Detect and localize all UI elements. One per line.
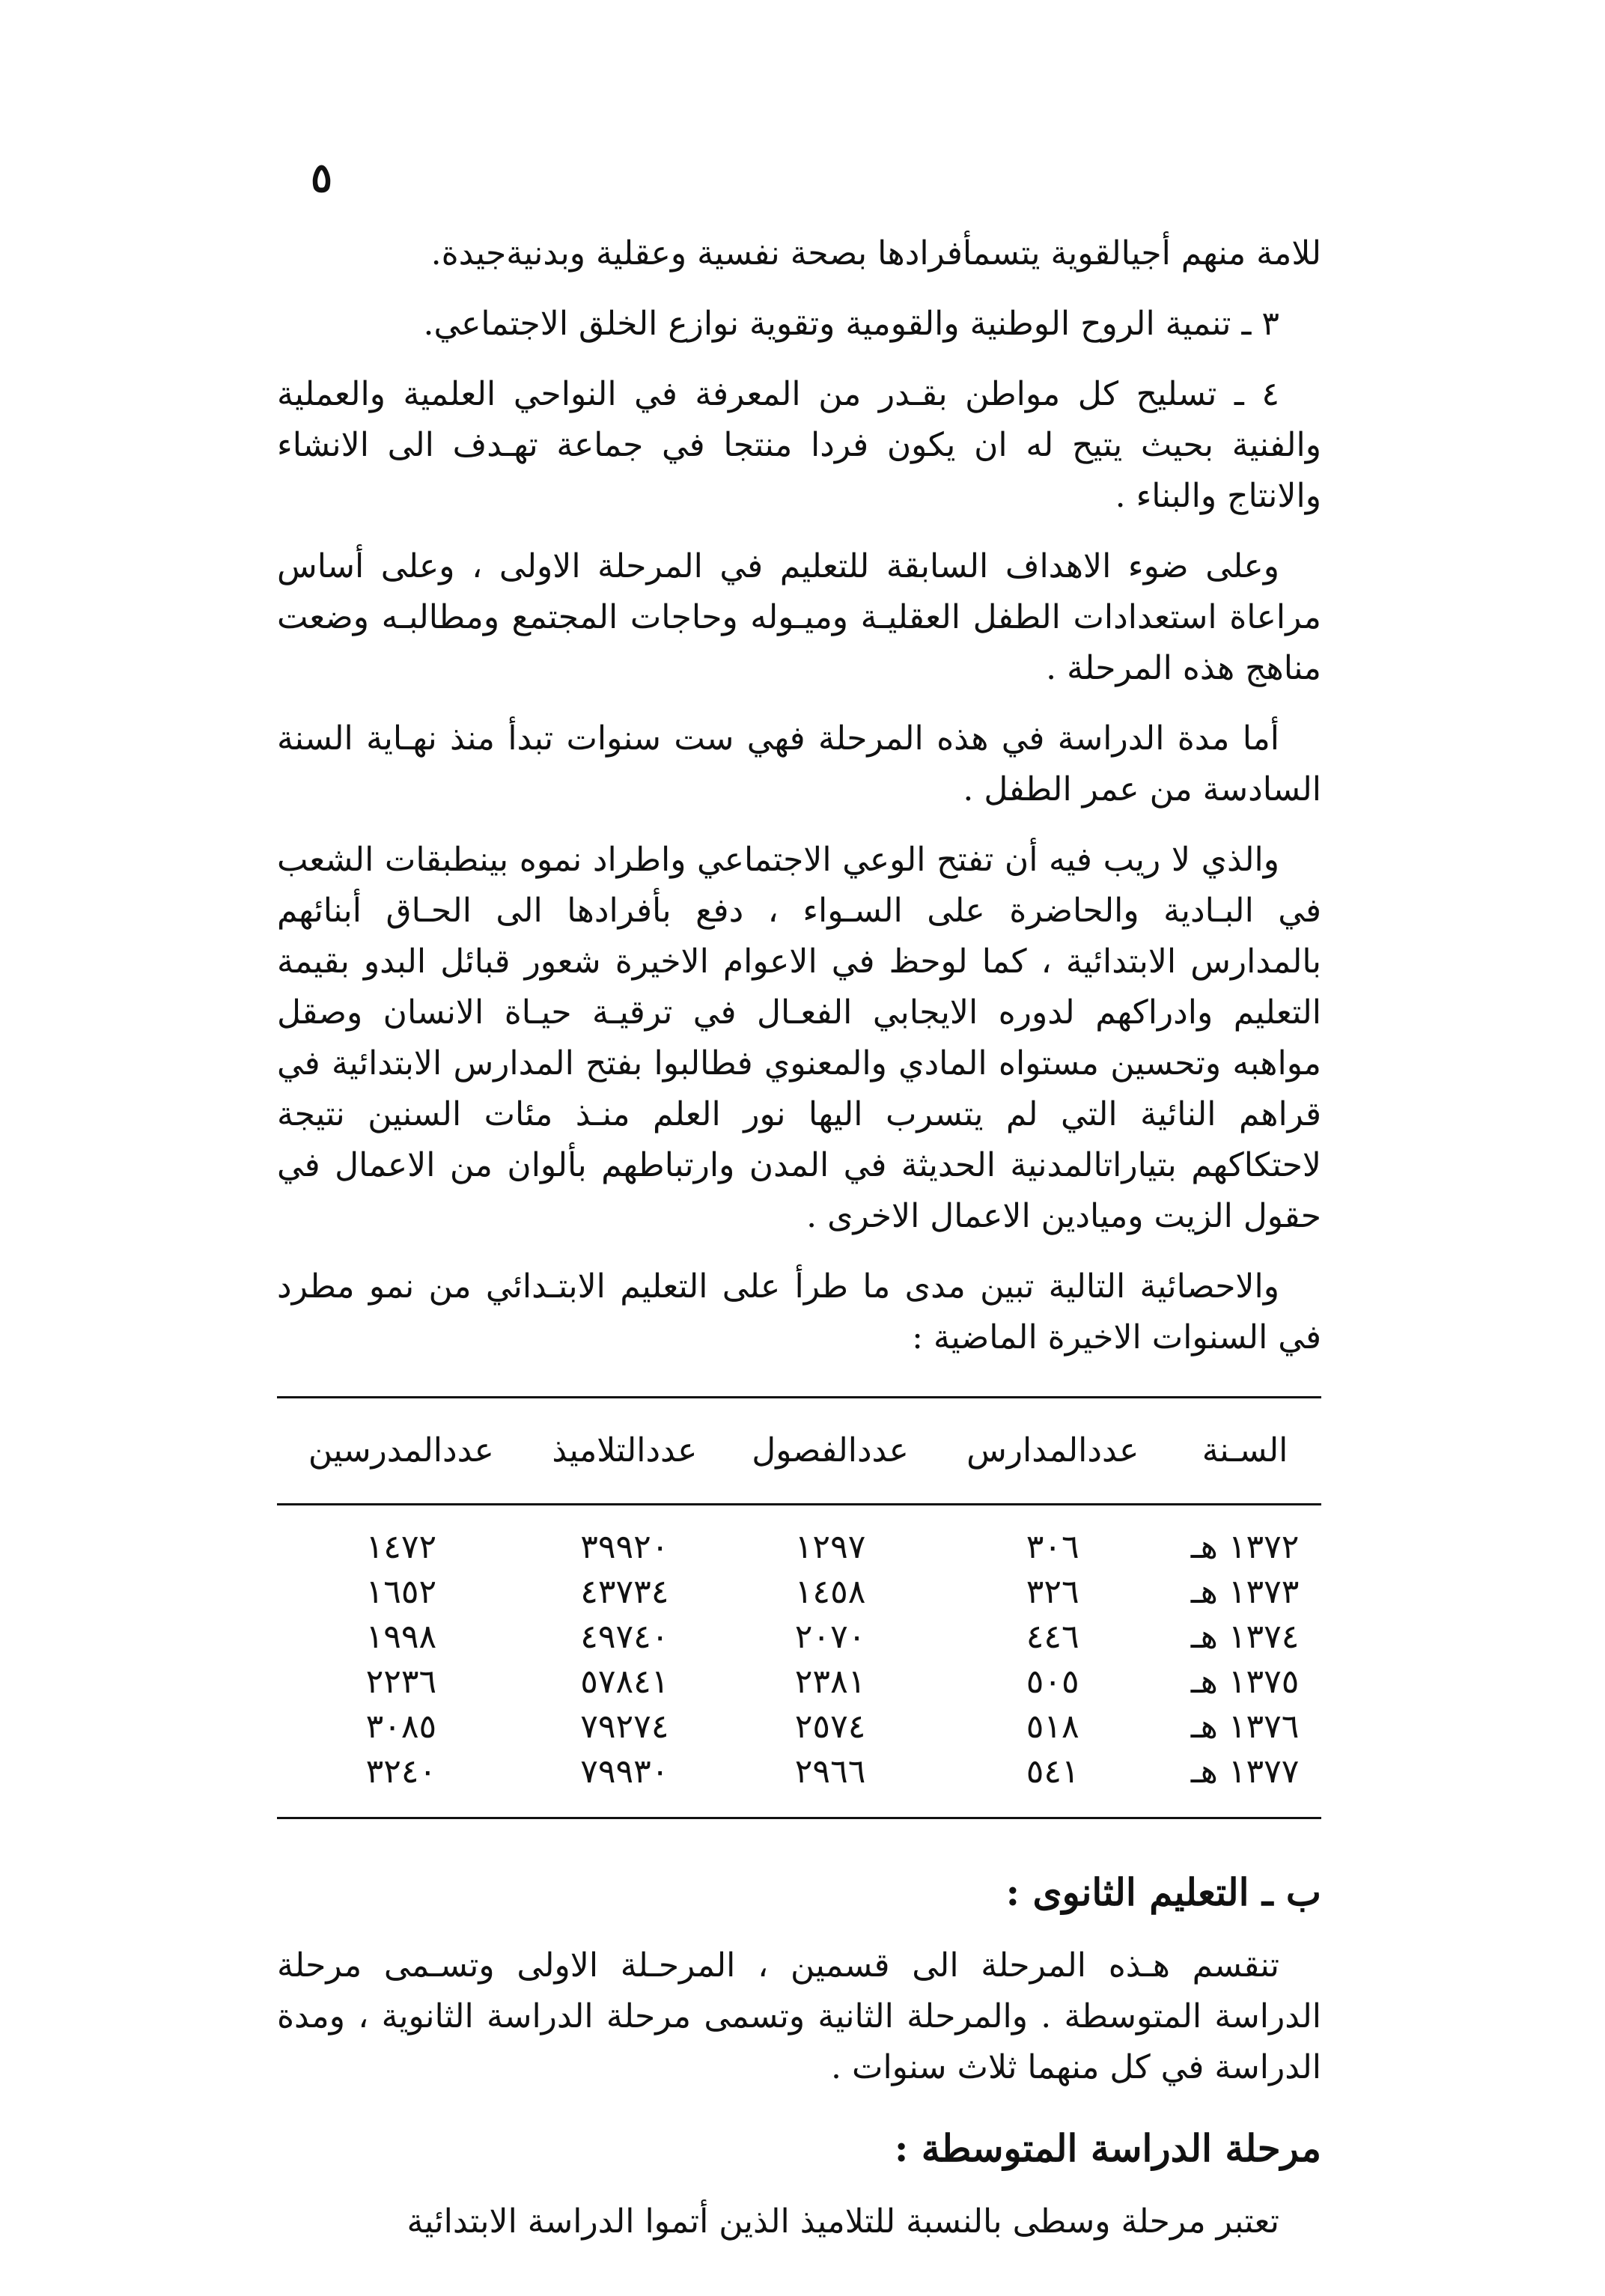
paragraph-statistics-intro: والاحصائية التالية تبين مدى ما طرأ على التعليم الابتـدائي من نمو مطرد في السنوات الاخيرة الماضية :	[277, 1267, 1321, 1356]
cell-classes: ١٤٥٨	[794, 1573, 866, 1611]
table-row	[277, 1750, 1321, 1818]
cell-teachers: ١٦٥٢	[365, 1573, 437, 1611]
cell-schools: ٥١٨	[1026, 1708, 1079, 1746]
page-number: ٥	[310, 153, 332, 201]
cell-students: ٧٩٢٧٤	[580, 1708, 669, 1746]
cell-teachers: ٢٢٣٦	[365, 1663, 437, 1701]
header-students: عددالتلاميذ	[526, 1398, 724, 1505]
page-body	[277, 228, 1321, 2267]
paragraph-curriculum: وعلى ضوء الاهداف السابقة للتعليم في المرحلة الاولى ، وعلى أساس مراعاة استعدادات الطفل العقليـة وميـوله وحاجات المجتمع ومطالبـه وضعت مناهج هذه المرحلة .	[277, 547, 1321, 687]
cell-year: ١٣٧٧ هـ	[1190, 1753, 1300, 1791]
table-row	[277, 1660, 1321, 1705]
cell-students: ٥٧٨٤١	[580, 1663, 669, 1701]
cell-year: ١٣٧٢ هـ	[1190, 1528, 1300, 1566]
primary-education-statistics-table	[277, 1396, 1321, 1819]
header-teachers: عددالمدرسين	[277, 1398, 526, 1505]
cell-classes: ١٢٩٧	[794, 1528, 866, 1566]
paragraph-intro-continuation: للامة منهم أجيالقوية يتسمأفرادها بصحة نفسية وعقلية وبدنيةجيدة.	[430, 234, 1321, 272]
paragraph-intermediate-stage: تعتبر مرحلة وسطى بالنسبة للتلاميذ الذين أتموا الدراسة الابتدائية	[406, 2202, 1279, 2241]
cell-students: ٤٣٧٣٤	[580, 1573, 669, 1611]
table-row	[277, 1705, 1321, 1750]
cell-year: ١٣٧٤ هـ	[1190, 1618, 1300, 1656]
cell-students: ٣٩٩٢٠	[580, 1528, 669, 1566]
cell-teachers: ٣٢٤٠	[365, 1753, 437, 1791]
table-header-row	[277, 1398, 1321, 1505]
intermediate-stage-heading: مرحلة الدراسة المتوسطة :	[894, 2126, 1321, 2170]
cell-year: ١٣٧٣ هـ	[1190, 1573, 1300, 1611]
cell-classes: ٢٣٨١	[794, 1663, 866, 1701]
paragraph-duration: أما مدة الدراسة في هذه المرحلة فهي ست سنوات تبدأ منذ نهـاية السنة السادسة من عمر الطفل .	[277, 719, 1321, 809]
cell-year: ١٣٧٦ هـ	[1190, 1708, 1300, 1746]
cell-students: ٤٩٧٤٠	[580, 1618, 669, 1656]
secondary-education-heading: ب ـ التعليم الثانوى :	[1005, 1870, 1321, 1914]
cell-teachers: ١٩٩٨	[365, 1618, 437, 1656]
cell-teachers: ١٤٧٢	[365, 1528, 437, 1566]
paragraph-social-awareness: والذي لا ريب فيه أن تفتح الوعي الاجتماعي واطراد نموه بينطبقات الشعب في البـادية والحاضرة على السـواء ، دفع بأفرادها الى الحـاق أبنائهم بالمدارس الابتدائية ، كما لوحظ في الاعوام الاخيرة شعور قبائل البدو بقيمة التعليم وادراكهم لدوره الايجابي الفعـال في ترقيـة حيـاة الانسان وصقل مواهبه وتحسين مستواه المادي والمعنوي فطالبوا بفتح المدارس الابتدائية في قراهم النائية التي لم يتسرب اليها نور العلم منـذ مئات السنين نتيجة لاحتكاكهم بتياراتالمدنية الحديثة في المدن وارتباطهم بألوان من الاعمال في حقول الزيت وميادين الاعمال الاخرى .	[277, 841, 1321, 1235]
paragraph-secondary-stages: تنقسم هـذه المرحلة الى قسمين ، المرحـلة الاولى وتسـمى مرحلة الدراسة المتوسطة . والمرحلة الثانية وتسمى مرحلة الدراسة الثانوية ، ومدة الدراسة في كل منهما ثلاث سنوات .	[277, 1946, 1321, 2086]
table-row	[277, 1615, 1321, 1660]
header-schools: عددالمدارس	[936, 1398, 1169, 1505]
paragraph-goal-4: ٤ ـ تسليح كل مواطن بقـدر من المعرفة في النواحي العلمية والعملية والفنية بحيث يتيح له ان يكون فردا منتجا في جماعة تهـدف الى الانشاء والانتاج والبناء .	[277, 375, 1321, 515]
cell-schools: ٥٤١	[1026, 1753, 1079, 1791]
cell-classes: ٢٥٧٤	[794, 1708, 866, 1746]
cell-classes: ٢٩٦٦	[794, 1753, 866, 1791]
paragraph-goal-3: ٣ ـ تنمية الروح الوطنية والقومية وتقوية نوازع الخلق الاجتماعي.	[423, 305, 1279, 343]
header-classes: عددالفصول	[724, 1398, 936, 1505]
cell-schools: ٣٠٦	[1026, 1528, 1079, 1566]
cell-students: ٧٩٩٣٠	[580, 1753, 669, 1791]
cell-teachers: ٣٠٨٥	[365, 1708, 437, 1746]
cell-year: ١٣٧٥ هـ	[1190, 1663, 1300, 1701]
cell-schools: ٤٤٦	[1026, 1618, 1079, 1656]
cell-classes: ٢٠٧٠	[794, 1618, 866, 1656]
cell-schools: ٥٠٥	[1026, 1663, 1079, 1701]
cell-schools: ٣٢٦	[1026, 1573, 1079, 1611]
header-year: السـنة	[1169, 1398, 1321, 1505]
table-row	[277, 1570, 1321, 1615]
table-row	[277, 1505, 1321, 1571]
